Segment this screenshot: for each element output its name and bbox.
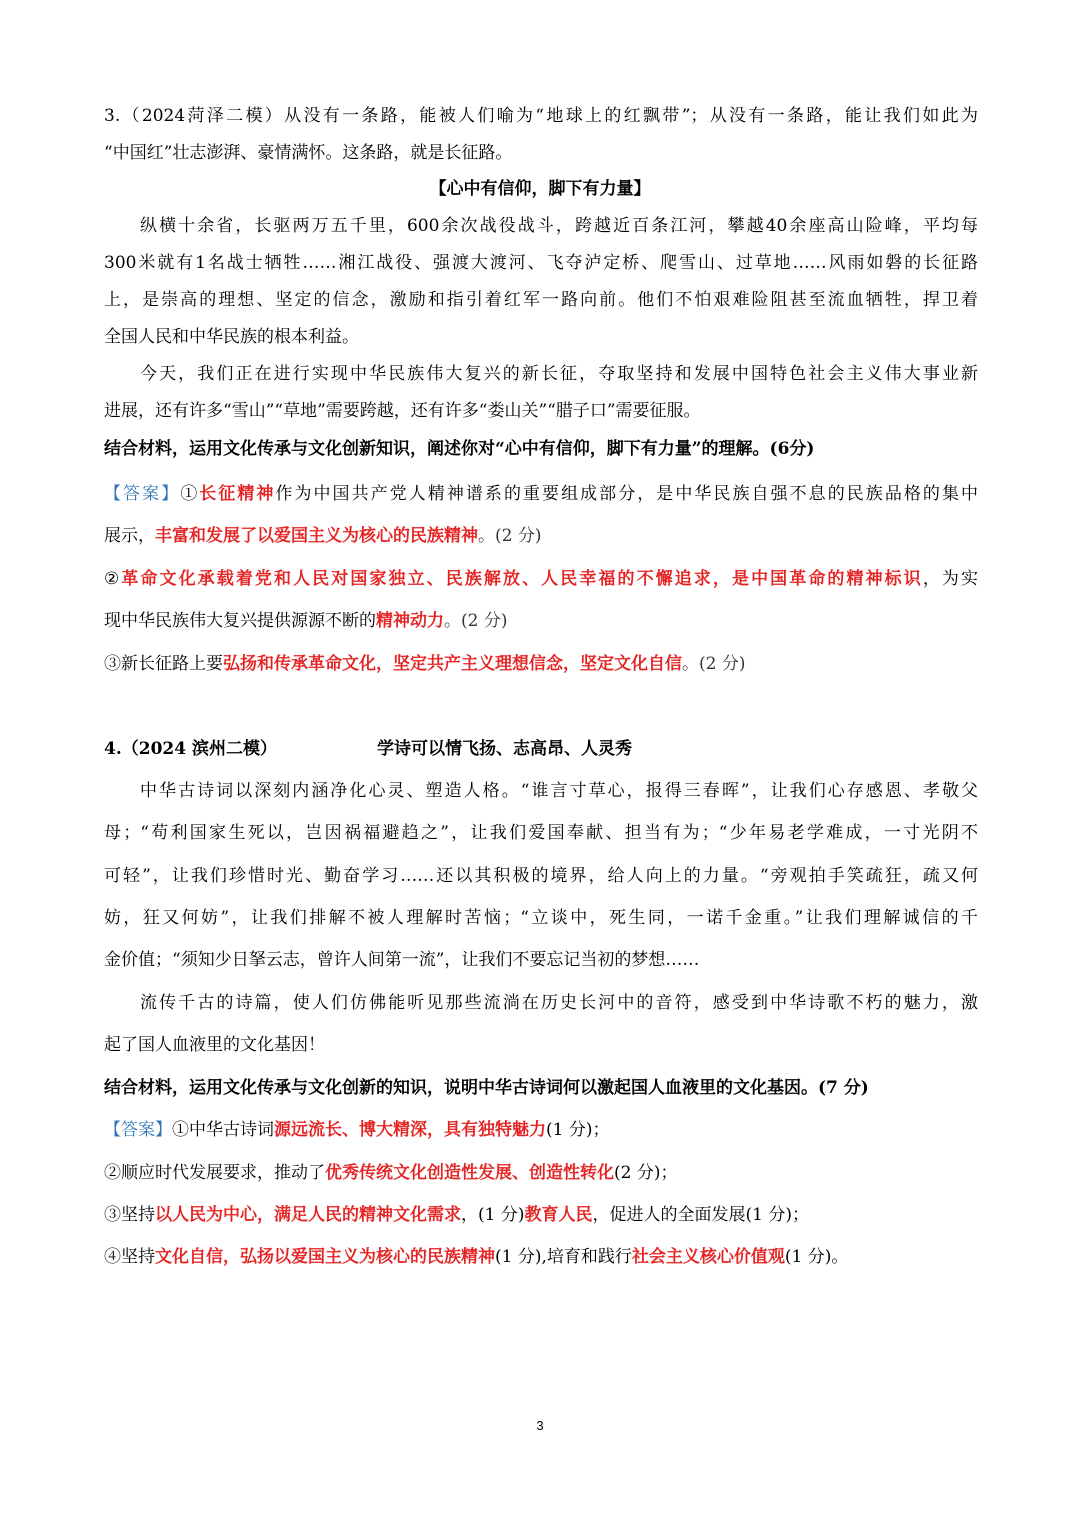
q3-answer-3-text: ③新长征路上要 [104, 654, 223, 674]
q4-answer-1-score: (1 分)； [546, 1120, 610, 1140]
q4-para1-line-4: 妨，狂又何妨”，让我们排解不被人理解时苦恼；“立谈中，死生同，一诺千金重。”让我们理解诚信的千 [104, 908, 978, 928]
q4-para1-line-3: 可轻”，让我们珍惜时光、勤奋学习……还以其积极的境界，给人向上的力量。“旁观拍手笑疏狂，疏又何 [104, 866, 978, 886]
q3-para2-line-1: 今天，我们正在进行实现中华民族伟大复兴的新长征，夺取坚持和发展中国特色社会主义伟大事业新 [140, 364, 978, 384]
q3-answer-1-cont: 展示， [104, 526, 155, 546]
q4-answer-line-4 [104, 1245, 978, 1269]
q4-para1-line-1: 中华古诗词以深刻内涵净化心灵、塑造人格。“谁言寸草心，报得三春晖”，让我们心存感恩、孝敬父 [140, 781, 978, 801]
q4-answer-2-score: (2 分)； [614, 1163, 678, 1183]
q4-answer-1-text: ①中华古诗词 [172, 1120, 274, 1140]
q4-answer-2-highlight: 优秀传统文化创造性发展、创造性转化 [325, 1163, 614, 1183]
q4-answer-line-2 [104, 1161, 978, 1185]
q3-answer-1-highlight: 长征精神 [199, 484, 276, 504]
q3-answer-3-score: 。(2 分) [682, 654, 746, 674]
q3-answer-2-highlight: 革命文化承载着党和人民对国家独立、民族解放、人民幸福的不懈追求，是中国革命的精神标识 [121, 569, 923, 589]
q3-para2-line-2: 进展，还有许多“雪山”“草地”需要跨越，还有许多“娄山关”“腊子口”需要征服。 [104, 401, 701, 421]
q3-answer-2-cont: 现中华民族伟大复兴提供源源不断的 [104, 611, 376, 631]
q3-intro-line-2: “中国红”壮志澎湃、豪情满怀。这条路，就是长征路。 [104, 143, 513, 163]
q3-answer-2-number: ② [104, 569, 122, 589]
q3-answer-line-1 [104, 482, 978, 506]
q4-heading-number: 4.（2024 滨州二模） [104, 739, 277, 759]
q4-answer-4-text: ④坚持 [104, 1247, 155, 1267]
q4-para1-line-5: 金价值；“须知少日拏云志，曾许人间第一流”，让我们不要忘记当初的梦想…… [104, 950, 700, 970]
q3-answer-3-highlight: 弘扬和传承革命文化，坚定共产主义理想信念，坚定文化自信 [223, 654, 682, 674]
page-number: 3 [536, 1418, 544, 1433]
q4-answer-line-1 [104, 1118, 978, 1142]
q4-answer-4-score-2: (1 分)。 [784, 1247, 849, 1267]
q3-answer-line-5 [104, 652, 978, 676]
q3-answer-2-score: 。(2 分) [444, 611, 508, 631]
q3-question: 结合材料，运用文化传承与文化创新知识，阐述你对“心中有信仰，脚下有力量”的理解。(6分) [104, 439, 815, 459]
q3-material-title: 【心中有信仰，脚下有力量】 [429, 179, 651, 199]
q3-answer-1-text: 作为中国共产党人精神谱系的重要组成部分，是中华民族自强不息的民族品格的集中 [275, 484, 978, 504]
q3-para1-line-2: 300米就有1名战士牺牲……湘江战役、强渡大渡河、飞夺泸定桥、爬雪山、过草地……风雨如磐的长征路 [104, 253, 978, 273]
q4-answer-tag: 【答案】 [104, 1120, 172, 1140]
q3-para1-line-3: 上，是崇高的理想、坚定的信念，激励和指引着红军一路向前。他们不怕艰难险阻甚至流血牺牲，捍卫着 [104, 290, 978, 310]
q3-answer-tag: 【答案】 [104, 484, 181, 504]
q3-intro-line-1: 3.（2024菏泽二模）从没有一条路，能被人们喻为“地球上的红飘带”；从没有一条路，能让我们如此为 [104, 106, 978, 126]
q3-answer-1-score: 。(2 分) [478, 526, 542, 546]
q3-answer-2-text: ，为实 [922, 569, 978, 589]
q4-para2-line-1: 流传千古的诗篇，使人们仿佛能听见那些流淌在历史长河中的音符，感受到中华诗歌不朽的魅力，激 [140, 993, 978, 1013]
q4-answer-3-highlight: 以人民为中心，满足人民的精神文化需求 [155, 1205, 461, 1225]
q4-answer-1-highlight: 源远流长、博大精深，具有独特魅力 [274, 1120, 546, 1140]
q4-answer-4-score: (1 分),培育和践行 [495, 1247, 632, 1267]
q3-para1-line-4: 全国人民和中华民族的根本利益。 [104, 327, 359, 347]
q3-answer-line-4 [104, 609, 978, 633]
q3-para1-line-1: 纵横十余省，长驱两万五千里，600余次战役战斗，跨越近百条江河，攀越40余座高山险峰，平均每 [140, 216, 978, 236]
q3-answer-2-highlight-2: 精神动力 [376, 611, 444, 631]
q4-heading-title: 学诗可以情飞扬、志高昂、人灵秀 [376, 739, 632, 759]
q4-answer-3-text: ③坚持 [104, 1205, 155, 1225]
q4-answer-3-text-2: ，促进人的全面发展(1 分)； [592, 1205, 809, 1225]
q4-answer-2-text: ②顺应时代发展要求，推动了 [104, 1163, 325, 1183]
q4-para1-line-2: 母；“苟利国家生死以，岂因祸福避趋之”，让我们爱国奉献、担当有为；“少年易老学难成，一寸光阴不 [104, 823, 978, 843]
q4-answer-4-highlight-2: 社会主义核心价值观 [631, 1247, 785, 1267]
q4-answer-4-highlight: 文化自信，弘扬以爱国主义为核心的民族精神 [155, 1247, 495, 1267]
q4-para2-line-2: 起了国人血液里的文化基因！ [104, 1035, 325, 1055]
q4-answer-3-score: ，(1 分) [461, 1205, 525, 1225]
q3-answer-line-2 [104, 524, 978, 548]
q3-answer-1-number: ① [180, 484, 200, 504]
q3-answer-line-3 [104, 567, 978, 591]
q3-answer-1-highlight-2: 丰富和发展了以爱国主义为核心的民族精神 [155, 526, 478, 546]
q4-answer-line-3 [104, 1203, 978, 1227]
q4-heading [104, 737, 978, 761]
q4-question: 结合材料，运用文化传承与文化创新的知识，说明中华古诗词何以激起国人血液里的文化基因。(7 分) [104, 1078, 869, 1098]
q4-answer-3-highlight-2: 教育人民 [524, 1205, 593, 1225]
